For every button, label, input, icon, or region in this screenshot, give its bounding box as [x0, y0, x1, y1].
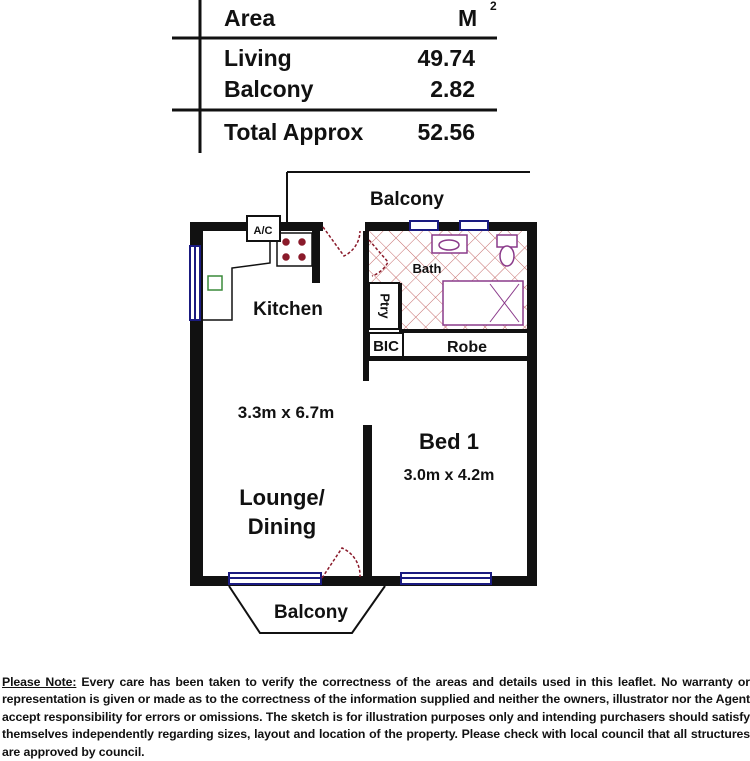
- disclaimer-text: Every care has been taken to verify the correctness of the areas and details used in this leaflet. No warranty or representation is given or made as to the correctness of the information supplied and neither the owners, illustrator nor the Agent accept responsibility for errors or omissions. The sketch is for illustration purposes only and intending purchasers should satisfy themselves independently regarding sizes, layout and location of the property. Please check with local council that all structures are approved by council.: [2, 675, 750, 759]
- balcony-top-label: Balcony: [370, 189, 444, 210]
- area-total-label: Total Approx: [224, 119, 364, 145]
- area-header-unit-sup: 2: [490, 0, 497, 13]
- bath-label: Bath: [412, 261, 442, 276]
- bed-label: Bed 1: [419, 429, 479, 454]
- area-row-value: 2.82: [430, 76, 475, 102]
- area-row-label: Living: [224, 45, 292, 71]
- disclaimer-label: Please Note:: [2, 675, 77, 689]
- ac-label: A/C: [253, 225, 273, 237]
- area-row-label: Balcony: [224, 76, 314, 102]
- disclaimer: [2, 674, 750, 761]
- area-total-value: 52.56: [417, 119, 475, 145]
- area-header-label: Area: [224, 5, 276, 31]
- pantry-label: Ptry: [377, 293, 393, 319]
- floor-plan: [0, 160, 750, 660]
- balcony-bottom-label: Balcony: [274, 602, 348, 623]
- kitchen-label: Kitchen: [253, 299, 323, 320]
- area-table: [0, 0, 750, 160]
- area-row-value: 49.74: [417, 45, 475, 71]
- bic-label: BIC: [373, 338, 399, 355]
- area-header-unit: M: [458, 5, 478, 31]
- living-size-label: 3.3m x 6.7m: [237, 403, 335, 422]
- bed-size-label: 3.0m x 4.2m: [403, 467, 495, 484]
- robe-label: Robe: [447, 339, 487, 356]
- lounge-label-line1: Lounge/: [239, 485, 325, 510]
- lounge-label-line2: Dining: [247, 514, 317, 539]
- area-table-lines: [0, 0, 750, 160]
